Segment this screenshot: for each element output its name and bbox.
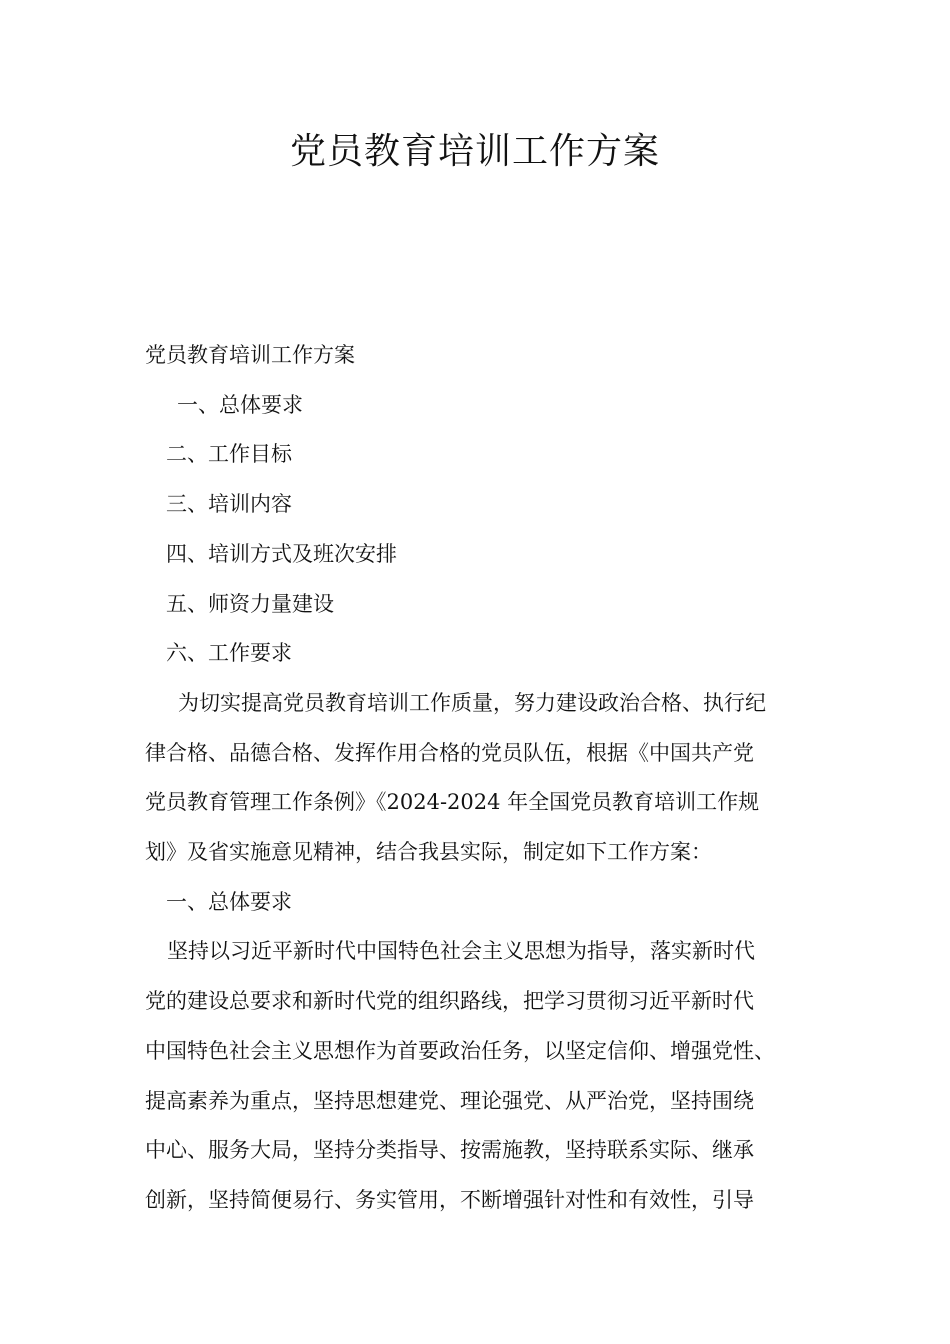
paragraph-line: 为切实提高党员教育培训工作质量，努力建设政治合格、执行纪 [178, 690, 766, 715]
outline-item-2: 二、工作目标 [166, 442, 292, 467]
paragraph-line: 划》及省实施意见精神，结合我县实际，制定如下工作方案： [145, 840, 712, 865]
paragraph-line: 创新，坚持简便易行、务实管用，不断增强针对性和有效性，引导 [145, 1187, 754, 1212]
paragraph-line: 律合格、品德合格、发挥作用合格的党员队伍，根据《中国共产党 [145, 740, 754, 765]
paragraph-line: 中心、服务大局，坚持分类指导、按需施教，坚持联系实际、继承 [145, 1138, 754, 1163]
outline-item-3: 三、培训内容 [166, 492, 292, 517]
outline-item-5: 五、师资力量建设 [166, 591, 334, 616]
section-heading: 一、总体要求 [166, 889, 292, 914]
document-title: 党员教育培训工作方案 [289, 131, 660, 172]
document-body [145, 331, 835, 1226]
outline-item-4: 四、培训方式及班次安排 [166, 541, 397, 566]
paragraph-line: 坚持以习近平新时代中国特色社会主义思想为指导，落实新时代 [167, 939, 755, 964]
outline-item-6: 六、工作要求 [166, 641, 292, 666]
paragraph-line: 中国特色社会主义思想作为首要政治任务，以坚定信仰、增强党性、 [145, 1038, 775, 1063]
paragraph-line: 提高素养为重点，坚持思想建党、理论强党、从严治党，坚持围绕 [145, 1088, 754, 1113]
paragraph-line: 党的建设总要求和新时代党的组织路线，把学习贯彻习近平新时代 [145, 989, 754, 1014]
paragraph-line: 党员教育管理工作条例》《2024-2024 年全国党员教育培训工作规 [145, 790, 760, 815]
body-heading: 党员教育培训工作方案 [145, 343, 355, 367]
outline-item-1: 一、总体要求 [177, 392, 303, 417]
